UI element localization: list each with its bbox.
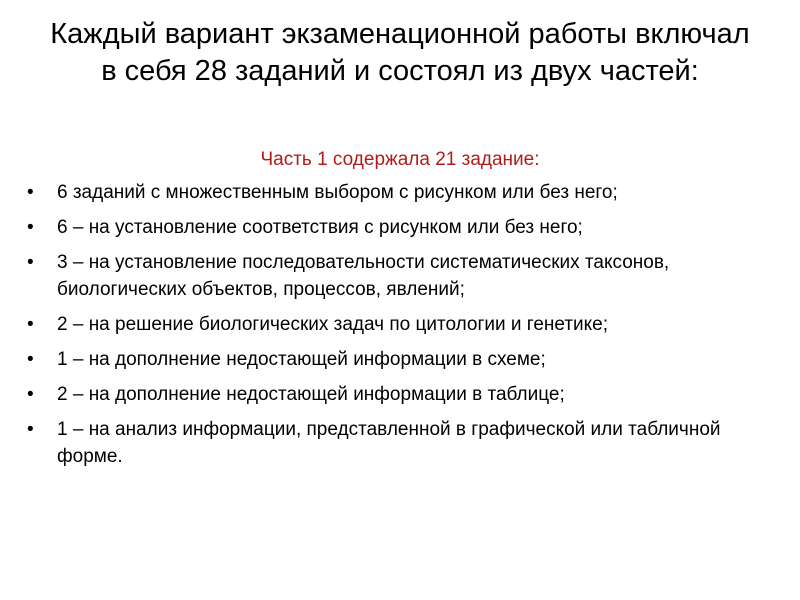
list-item-text: 6 – на установление соответствия с рисунком или без него; bbox=[57, 217, 583, 238]
list-item-text: 6 заданий с множественным выбором с рисунком или без него; bbox=[57, 182, 618, 203]
list-item bbox=[27, 416, 787, 470]
list-item-text: 1 – на дополнение недостающей информации в схеме; bbox=[57, 349, 546, 370]
list-item-text: 2 – на решение биологических задач по цитологии и генетике; bbox=[57, 314, 608, 335]
part-subtitle: Часть 1 содержала 21 задание: bbox=[260, 149, 540, 170]
bullet-dot-icon: • bbox=[27, 217, 34, 238]
bullet-dot-icon: • bbox=[27, 314, 34, 335]
bullet-dot-icon: • bbox=[27, 252, 34, 273]
list-item bbox=[27, 346, 787, 373]
list-item-text: 1 – на анализ информации, представленной в графической или табличной форме. bbox=[57, 419, 721, 467]
task-list bbox=[27, 179, 787, 478]
list-item-text: 3 – на установление последовательности систематических таксонов, биологических объектов, процессов, явлений; bbox=[57, 252, 670, 300]
list-item bbox=[27, 381, 787, 408]
list-item bbox=[27, 214, 787, 241]
list-item bbox=[27, 311, 787, 338]
slide-title: Каждый вариант экзаменационной работы включал в себя 28 заданий и состоял из двух частей: bbox=[50, 18, 750, 87]
bullet-dot-icon: • bbox=[27, 349, 34, 370]
bullet-dot-icon: • bbox=[27, 182, 34, 203]
list-item-text: 2 – на дополнение недостающей информации в таблице; bbox=[57, 384, 565, 405]
bullet-dot-icon: • bbox=[27, 384, 34, 405]
list-item bbox=[27, 249, 787, 303]
bullet-dot-icon: • bbox=[27, 419, 34, 440]
list-item bbox=[27, 179, 787, 206]
